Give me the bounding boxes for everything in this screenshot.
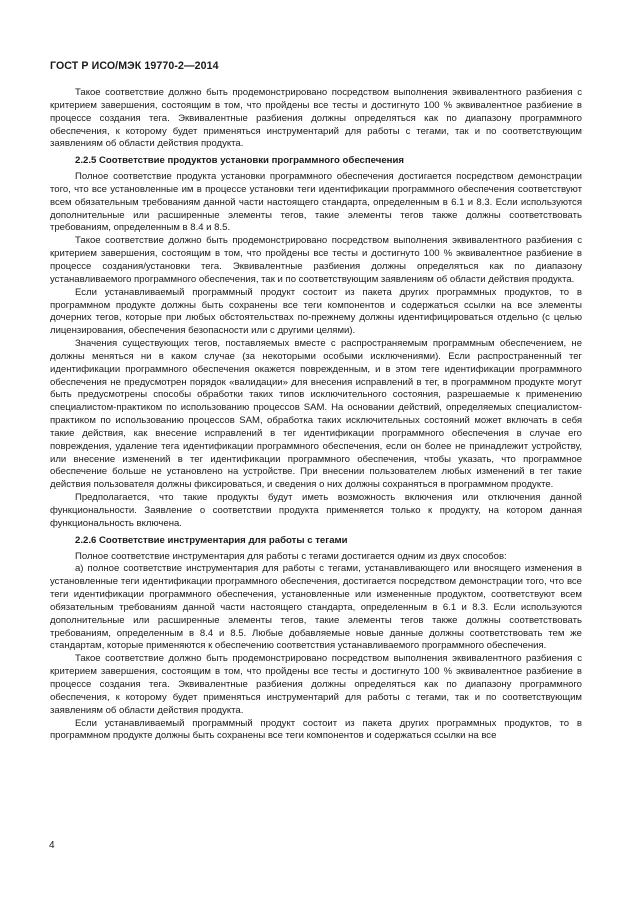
- section-heading-2-2-5: 2.2.5 Соответствие продуктов установки программного обеспечения: [75, 155, 404, 167]
- paragraph: Полное соответствие инструментария для работы с тегами достигается одним из двух способов:: [75, 550, 507, 562]
- paragraph: Если устанавливаемый программный продукт состоит из пакета других программных продуктов, то в программном продукте должны быть сохранены все теги компонентов и содержаться ссылки на все элементы дочерних тегов, которые при любых обстоятельствах по-прежнему должны идентифицироваться отдельно (с целью лицензирования, обеспечения безопасности или с другими целями).: [50, 286, 582, 337]
- section-heading-2-2-6: 2.2.6 Соответствие инструментария для работы с тегами: [75, 534, 348, 546]
- document-header: ГОСТ Р ИСО/МЭК 19770-2—2014: [50, 60, 219, 72]
- paragraph: Такое соответствие должно быть продемонстрировано посредством выполнения эквивалентного разбиения с критерием завершения, состоящим в том, что пройдены все тесты и достигнуто 100 % эквивалентное разбиение в процессе создания/установки тега. Эквивалентные разбиения должны определяться как по диапазону устанавливаемого программного обеспечения, так и по соответствующим заявлениям об области действия продукта.: [50, 235, 582, 285]
- paragraph: Предполагается, что такие продукты будут иметь возможность включения или отключения данной функциональности. Заявление о соответствии продукта применяется только к продукту, на котором данная функциональность включена.: [50, 492, 582, 529]
- document-body: [50, 87, 582, 743]
- page-number: 4: [49, 840, 55, 851]
- paragraph: Такое соответствие должно быть продемонстрировано посредством выполнения эквивалентного разбиения с критерием завершения, состоящим в том, что пройдены все тесты и достигнуто 100 % эквивалентное разбиение в процессе создания тега. Эквивалентные разбиения должны определяться как по диапазону программного обеспечения, к которому будет применяться инструментарий для работы с тегами, так и по соответствующим заявлениям об области действия продукта.: [50, 653, 582, 716]
- list-item-a: а) полное соответствие инструментария для работы с тегами, устанавливающего или вносящего изменения в установленные теги идентификации программного обеспечения, достигается посредством демонстрации того, что все теги идентификации программного обеспечения, установленные или измененные продуктом, соответствуют всем обязательным требованиям данной части настоящего стандарта, определенным в 6.1 и 8.3. Если используются дополнительные или расширенные элементы тегов, такие элементы тегов также должны соответствовать требованиям, определенным в 8.4 и 8.5. Любые добавляемые новые данные должны соответствовать тем же стандартам, которые применяются к обеспечению соответствия устанавливаемого программного обеспечения.: [50, 563, 582, 652]
- paragraph: Полное соответствие продукта установки программного обеспечения достигается посредством демонстрации того, что все установленные им в процессе установки теги идентификации программного обеспечения соответствуют всем обязательным требованиям данной части настоящего стандарта, определенным в 6.1 и 8.3. Если используются дополнительные или расширенные элементы тегов, такие элементы тегов также должны соответствовать требованиям, определенным в 8.4 и 8.5.: [50, 171, 582, 234]
- paragraph: Такое соответствие должно быть продемонстрировано посредством выполнения эквивалентного разбиения с критерием завершения, состоящим в том, что пройдены все тесты и достигнуто 100 % эквивалентное разбиение в процессе создания тега. Эквивалентные разбиения должны определяться как по диапазону программного обеспечения, к которому будет применяться инструментарий для работы с тегами, так и по соответствующим заявлениям об области действия продукта.: [50, 87, 582, 150]
- paragraph: Значения существующих тегов, поставляемых вместе с распространяемым программным обеспечением, не должны меняться ни в каком случае (за некоторыми особыми исключениями). Если распространенный тег идентификации программного обеспечения окажется поврежденным, и в этом теге идентификации программного обеспечения не предусмотрен порядок «валидации» для внесения исправлений в тег, в программном продукте могут быть предусмотрены способы обработки таких типов исключительного состояния, разрешаемые к применению специалистом-практиком по использованию процессов SAM. На основании действий, определяемых специалистом-практиком по использованию процессов SAM, обработка таких исключительных состояний может включать в себя такие действия, как внесение исправлений в тег идентификации программного обеспечения в случае его повреждения, удаление тега идентификации программного обеспечения, если он более не принадлежит устройству, или внесение изменений в тег идентификации программного обеспечения, чтобы указать, что программное обеспечение больше не установлено на устройстве. При внесении пользователем любых изменений в тег такие действия пользователя должны фиксироваться, и сведения о них должны сохраняться в программном продукте.: [50, 338, 582, 491]
- paragraph: Если устанавливаемый программный продукт состоит из пакета других программных продуктов, то в программном продукте должны быть сохранены все теги компонентов и содержаться ссылки на все: [50, 717, 582, 742]
